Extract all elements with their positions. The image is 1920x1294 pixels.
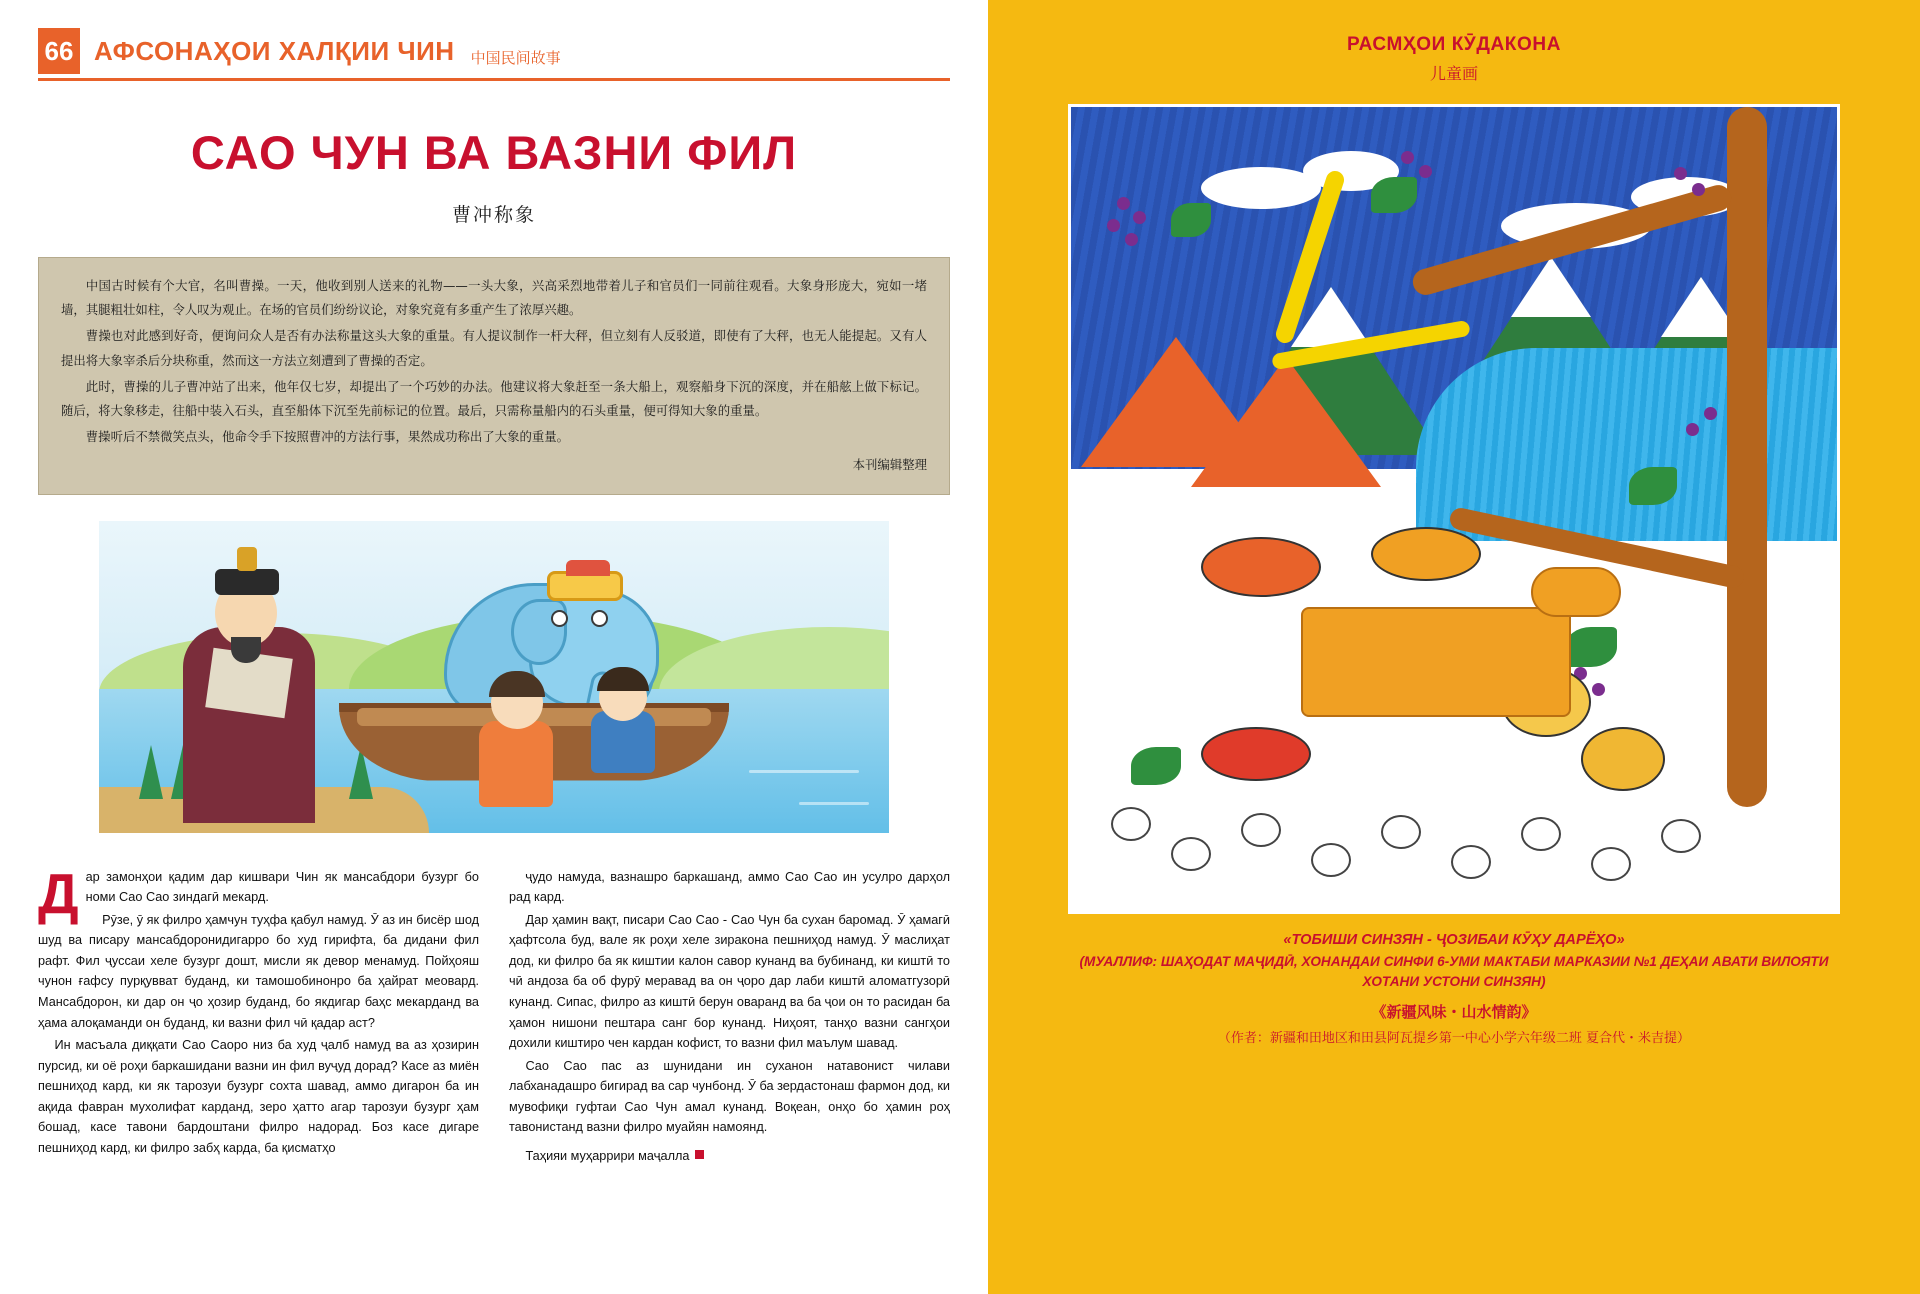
story-illustration (99, 521, 889, 833)
grape (1125, 233, 1138, 246)
chinese-abstract-box (38, 257, 950, 495)
body-text: ар замонҳои қадим дар кишвари Чин як мансабдори бузург бо номи Сао Сао зиндагӣ мекард. (85, 869, 479, 905)
body-paragraph: Ин масъала диққати Сао Саоро низ ба худ ҷалб намуд ва аз ҳозирин пурсид, ки оё роҳи баркашидани вазни ин фил вуҷуд дорад? Касе аз миён пешниҳод кард, ки як тарозуи бузург сохта шавад, аммо дигарон ба ин ақида фавран мухолифат карданд, зеро ҳатто агар тарозуи бузург ҳам бошад, касе тавони бардоштани филро надорад. Боз касе дигаре пешниҳод кард, ки филро забҳ карда, ба қисматҳо (38, 1038, 479, 1156)
abstract-paragraph: 曹操听后不禁微笑点头，他命令手下按照曹冲的方法行事，果然成功称出了大象的重量。 (85, 429, 570, 445)
section-title: РАСМҲОИ КӮДАКОНА (1346, 34, 1562, 55)
cotton-boll (1661, 819, 1701, 853)
cotton-boll (1381, 815, 1421, 849)
cotton-boll (1171, 837, 1211, 871)
food-dish (1201, 727, 1311, 781)
article-title-chinese: 曹冲称象 (451, 204, 536, 226)
artwork-title: «ТОБИШИ СИНЗЯН - ҶОЗИБАИ КӮҲУ ДАРЁҲО» (1283, 932, 1625, 948)
cotton-boll (1521, 817, 1561, 851)
official-hat (215, 569, 279, 595)
water-wave (799, 802, 869, 805)
cotton-boll (1241, 813, 1281, 847)
artwork-author-chinese: （作者：新疆和田地区和田县阿瓦提乡第一中心小学六年级二班 夏合代・米吉提） (1217, 1031, 1691, 1047)
section-title-chinese: 儿童画 (1429, 64, 1478, 83)
food-dish (1581, 727, 1665, 791)
header-divider (38, 78, 950, 81)
grape (1592, 683, 1605, 696)
red-hill (1191, 357, 1381, 487)
food-dish (1201, 537, 1321, 597)
article-body (38, 861, 950, 1177)
artwork-caption (1054, 930, 1854, 1049)
cotton-boll (1311, 843, 1351, 877)
drop-cap: Д (38, 861, 79, 926)
body-paragraph: Дар ҳамин вақт, писари Сао Сао - Сао Чун ба сухан баромад. Ӯ ҳамагӣ ҳафтсола буд, вале як роҳи хеле зиракона пешниҳод намуд. Ӯ маслиҳат дод, ки филро ба як киштии калон савор кунанд ва бубинанд, ки киштӣ то чӣ андоза ба об фурӯ меравад ва он ҷоро дар лаби киштӣ аломатгузорӣ кунанд. Сипас, филро аз киштӣ берун оваранд ва ба ҷои он то расидан ба ҳамон нишони пештара санг бор кунанд. Ниҳоят, танҳо вазни сангҳои дохили киштиро чен кардан кофист, то вазни фил маълум шавад. (509, 912, 950, 1051)
abstract-signature: 本刊编辑整理 (852, 457, 927, 473)
grape (1674, 167, 1687, 180)
tree-trunk (1727, 107, 1767, 807)
body-paragraph: Рӯзе, ӯ як филро ҳамчун туҳфа қабул намуд. Ӯ аз ин бисёр шод шуд ва писару мансабдоронидигарро бо худ гирифта, ба дидани фил рафт. Фил ҷуссаи хеле бузург дошт, мисли як девор менамуд. Пойҳояш чунон ғафсу пурқувват буданд, ки тамошобинонро ба ҳайрат меовард. Мансабдорон, ки дар он ҷо ҳозир буданд, бо якдигар баҳс мекарданд ва ҳама алоқаманди он буданд, ки вазни фил чӣ қадар аст? (38, 912, 479, 1030)
abstract-paragraph: 中国古时候有个大官，名叫曹操。一天，他收到别人送来的礼物——一头大象，兴高采烈地带着儿子和官员们一同前往观看。大象身形庞大，宛如一堵墙，其腿粗壮如柱，令人叹为观止。在场的官员们纷纷议论，对象究竟有多重产生了浓厚兴趣。 (61, 278, 927, 318)
childrens-art-header (988, 0, 1920, 84)
grape (1133, 211, 1146, 224)
artwork-title-chinese: 《新疆风味・山水情韵》 (1371, 1002, 1537, 1021)
grape (1692, 183, 1705, 196)
right-page (988, 0, 1920, 1294)
childrens-drawing (1068, 104, 1840, 914)
abstract-paragraph: 曹操也对此感到好奇，便询问众人是否有办法称量这头大象的重量。有人提议制作一杆大秤，但立刻有人反驳道，即使有了大秤，也无人能提起。又有人提出将大象宰杀后分块称重，然而这一方法立刻遭到了曹操的否定。 (61, 328, 927, 368)
grape (1401, 151, 1414, 164)
article-byline (509, 1146, 950, 1167)
body-paragraph: Сао Сао пас аз шунидани ин суханон натавонист чилави лабханадашро бигирад ва сар чунбонд. Ӯ ба зердастонаш фармон дод, ки мувофиқи гуфтаи Сао Чун амал кунанд. Воқеан, онҳо бо ҳамин роҳ тавонистанд вазни филро муайян намоянд. (509, 1058, 950, 1135)
grape (1107, 219, 1120, 232)
folio-number: 66 (38, 28, 80, 74)
grape (1686, 423, 1699, 436)
header-section-title-cn: 中国民间故事 (470, 49, 561, 67)
article-title: САО ЧУН ВА ВАЗНИ ФИЛ (190, 126, 798, 179)
leaf (1629, 467, 1677, 505)
bread-loaf (1301, 607, 1571, 717)
water-wave (749, 770, 859, 773)
artwork-author: (МУАЛЛИФ: ШАҲОДАТ МАҶИДӢ, ХОНАНДАИ СИНФИ 6-УМИ МАКТАБИ МАРКАЗИИ №1 ДЕҲАИ АВАТИ ВИЛОЯТИ ХОТАНИ УСТОНИ СИНЗЯН) (1079, 953, 1829, 990)
grape (1419, 165, 1432, 178)
elephant-eye (591, 610, 608, 627)
cotton-boll (1111, 807, 1151, 841)
page-header (38, 28, 950, 74)
official-beard (231, 637, 261, 663)
elephant-hat (547, 571, 623, 601)
grape (1704, 407, 1717, 420)
byline-text: Таҳияи муҳаррири маҷалла (525, 1149, 690, 1164)
body-paragraph: ҷудо намуда, вазнашро баркашанд, аммо Сао Сао ин усулро дарҳол рад кард. (509, 869, 950, 905)
body-paragraph (38, 861, 479, 926)
elephant-eye (551, 610, 568, 627)
end-mark-icon (695, 1150, 704, 1159)
cotton-boll (1451, 845, 1491, 879)
grass-tuft (139, 745, 163, 799)
leaf (1565, 627, 1617, 667)
leaf (1171, 203, 1211, 237)
leaf (1131, 747, 1181, 785)
cotton-boll (1591, 847, 1631, 881)
header-section-title: АФСОНАҲОИ ХАЛҚИИ ЧИН (94, 35, 455, 66)
leaf (1371, 177, 1417, 213)
bread-roll (1531, 567, 1621, 617)
child-girl-body (479, 721, 553, 807)
elephant-ear (511, 599, 567, 665)
abstract-paragraph: 此时，曹操的儿子曹冲站了出来，他年仅七岁，却提出了一个巧妙的办法。他建议将大象赶至一条大船上，观察船身下沉的深度，并在船舷上做下标记。随后，将大象移走，往船中装入石头，直至船体下沉至先前标记的位置。最后，只需称量船内的石头重量，便可得知大象的重量。 (61, 378, 927, 418)
food-dish (1371, 527, 1481, 581)
grape (1117, 197, 1130, 210)
